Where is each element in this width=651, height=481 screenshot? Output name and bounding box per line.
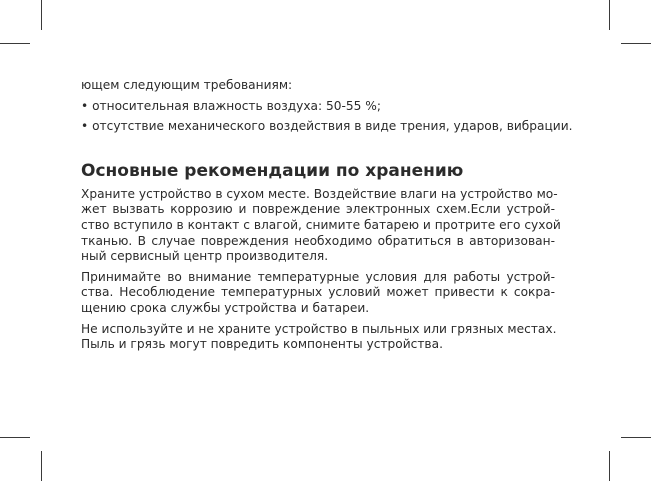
paragraph-line: ный сервисный центр производителя. [81, 249, 329, 264]
crop-mark-top-left-h [0, 43, 30, 44]
paragraph-line: жет вызвать коррозию и повреждение электронных схем.Если устрой- [81, 202, 555, 217]
bullet-humidity: • относительная влажность воздуха: 50-55 %; [81, 98, 381, 113]
crop-mark-top-right-v [609, 0, 610, 30]
crop-mark-bottom-right-v [609, 451, 610, 481]
paragraph-temperature [81, 270, 555, 317]
paragraph-line: Не используйте и не храните устройство в пыльных или грязных местах. [81, 321, 557, 336]
section-heading: Основные рекомендации по хранению [81, 160, 464, 181]
crop-mark-bottom-left-h [0, 437, 30, 438]
paragraph-dry-storage [81, 186, 561, 265]
paragraph-line: тканью. В случае повреждения необходимо обратиться в авторизован- [81, 233, 555, 248]
paragraph-line: Храните устройство в сухом месте. Воздействие влаги на устройство мо- [81, 186, 558, 201]
document-page [81, 78, 573, 358]
paragraph-dust [81, 322, 555, 353]
crop-mark-top-right-h [621, 43, 651, 44]
paragraph-line: Пыль и грязь могут повредить компоненты устройства. [81, 337, 443, 352]
paragraph-line: Принимайте во внимание температурные условия для работы устрой- [81, 269, 555, 284]
crop-mark-bottom-right-h [621, 437, 651, 438]
paragraph-line: щению срока службы устройства и батареи. [81, 300, 370, 315]
crop-mark-top-left-v [41, 0, 42, 30]
intro-line: ющем следующим требованиям: [81, 78, 293, 92]
paragraph-line: ства. Несоблюдение температурных условий может привести к сокра- [81, 285, 555, 300]
bullet-mechanical: • отсутствие механического воздействия в виде трения, ударов, вибрации. [81, 119, 573, 134]
crop-mark-bottom-left-v [41, 451, 42, 481]
paragraph-line: ство вступило в контакт с влагой, снимите батарею и протрите его сухой [81, 217, 561, 232]
